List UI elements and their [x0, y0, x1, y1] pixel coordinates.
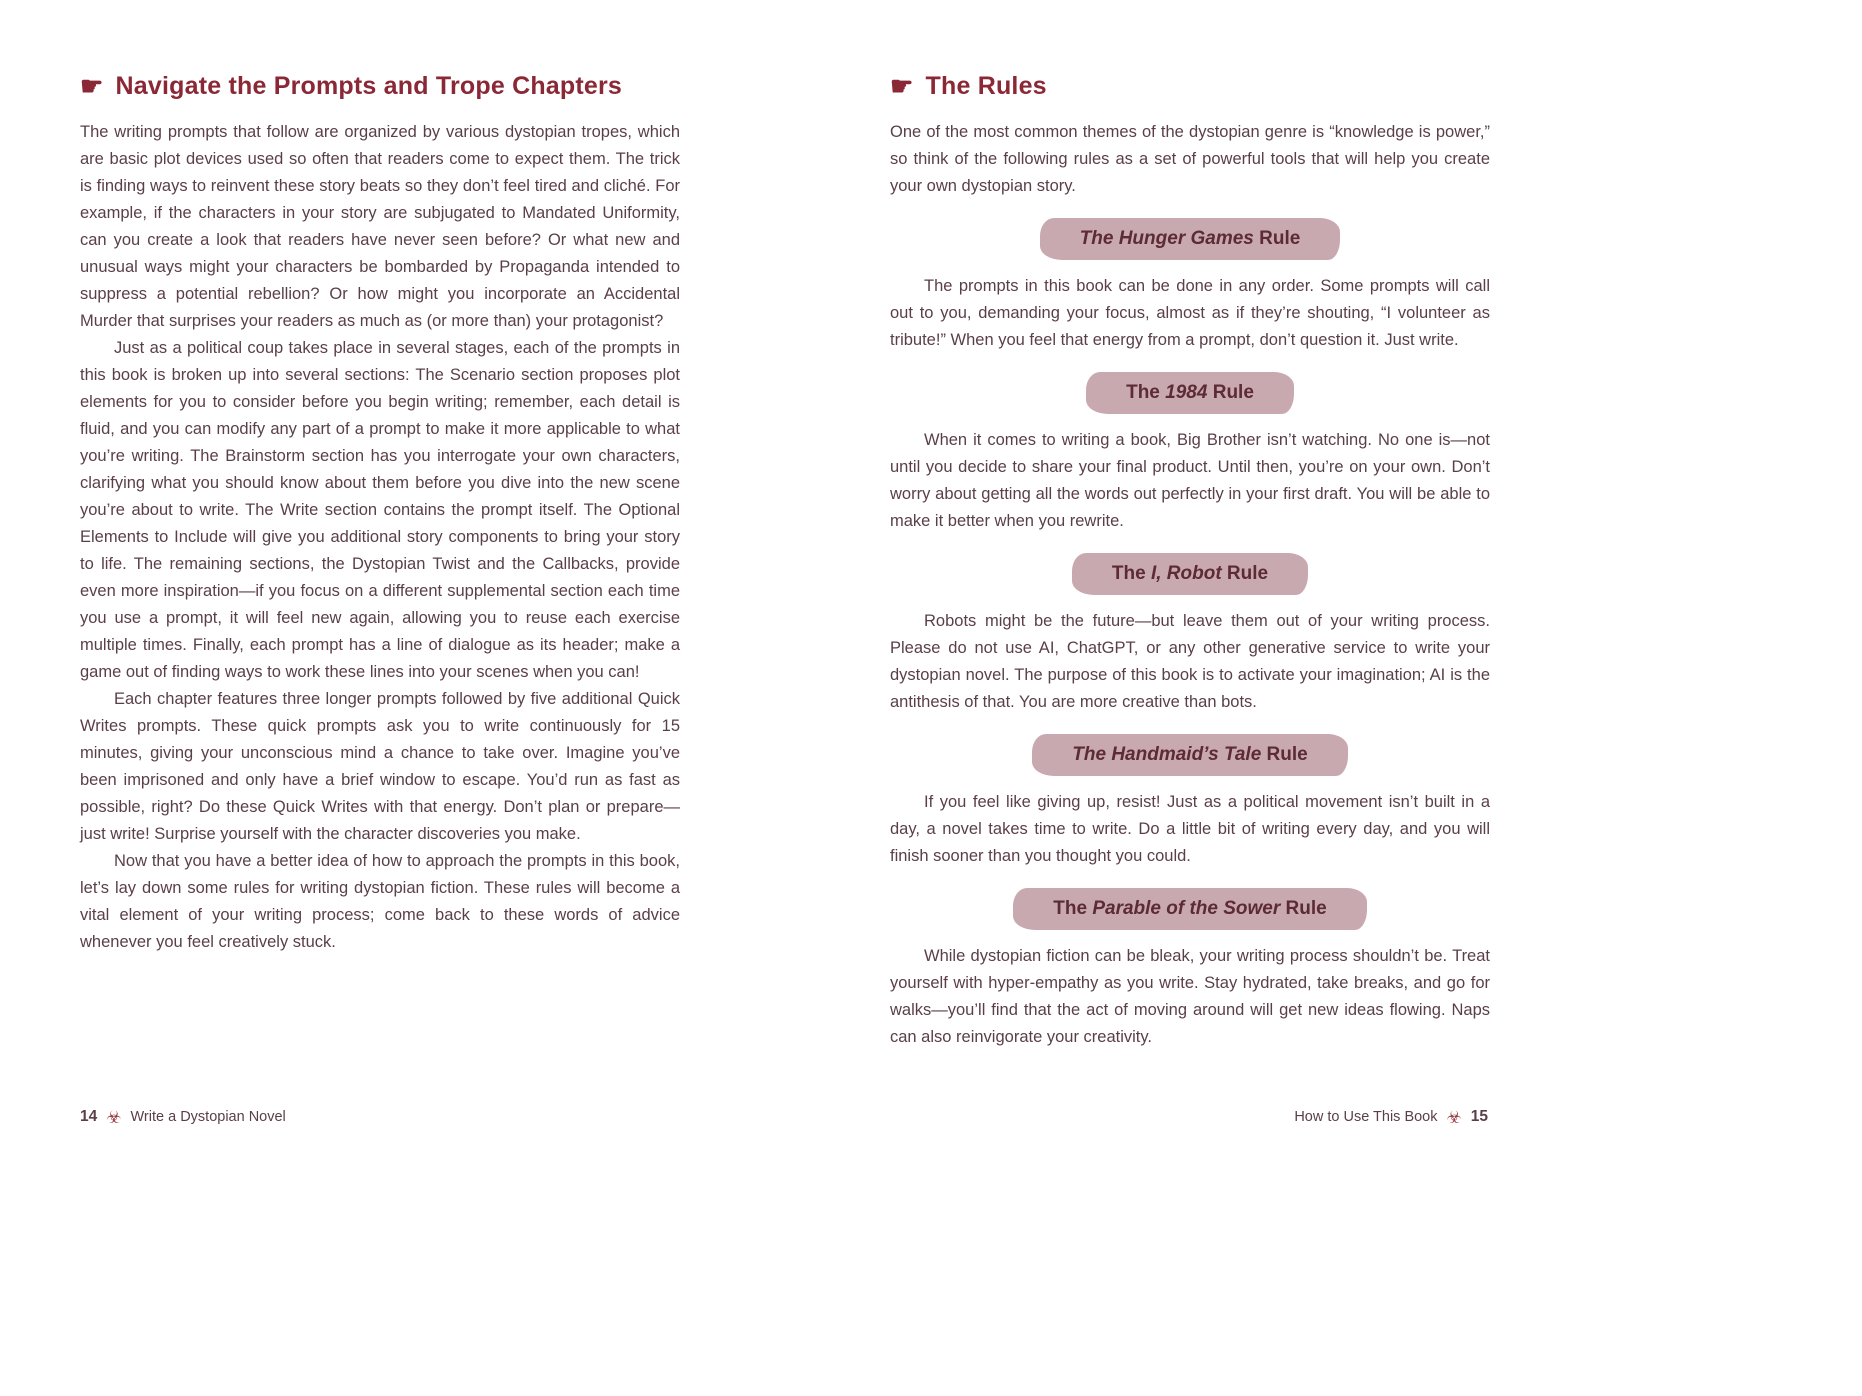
right-page — [890, 72, 1490, 1051]
rule-banner-i-robot — [1072, 553, 1308, 595]
rule-banner-handmaids-tale — [1032, 734, 1347, 776]
right-footer-text: How to Use This Book — [1294, 1109, 1438, 1125]
rule-title-prefix: The — [1111, 563, 1151, 584]
rule-title-suffix: Rule — [1253, 228, 1301, 249]
rule-title-prefix: The — [1126, 382, 1166, 403]
biohazard-icon: ☣ — [106, 1107, 122, 1127]
rules-intro: One of the most common themes of the dystopian genre is “knowledge is power,” so think of the following rules as a set of powerful tools that will help you create your own dystopian story. — [890, 123, 1490, 195]
left-page-number: 14 — [80, 1108, 98, 1125]
right-page-heading — [890, 72, 1490, 101]
rule-title-italic: 1984 — [1165, 382, 1208, 403]
right-page-footer — [1294, 1108, 1488, 1126]
left-page-footer — [80, 1108, 286, 1126]
rule-title-prefix: The — [1053, 898, 1093, 919]
paragraph: The writing prompts that follow are organized by various dystopian tropes, which are basic plot devices used so often that readers come to expect them. The trick is finding ways to reinvent these story beats so they don’t feel tired and cliché. For example, if the characters in your story are subjugated to Mandated Uniformity, can you create a look that readers have never seen before? Or what new and unusual ways might your characters be bombarded by Propaganda intended to suppress a potential rebellion? Or how might you incorporate an Accidental Murder that surprises your readers as much as (or more than) your protagonist? — [80, 123, 680, 330]
biohazard-icon: ☣ — [1446, 1107, 1462, 1127]
paragraph: Each chapter features three longer prompts followed by five additional Quick Writes prompts. These quick prompts ask you to write continuously for 15 minutes, giving your unconscious mind a chance to take over. Imagine you’ve been imprisoned and only have a brief window to escape. You’d run as fast as possible, right? Do these Quick Writes with that energy. Don’t plan or prepare—just write! Surprise yourself with the character discoveries you make. — [80, 690, 680, 843]
left-page — [80, 72, 680, 956]
pointing-hand-icon: ☛ — [80, 70, 104, 101]
left-page-heading — [80, 72, 680, 101]
rule-title-suffix: Rule — [1221, 563, 1269, 584]
rule-banner-row — [890, 553, 1490, 595]
left-footer-text: Write a Dystopian Novel — [130, 1109, 286, 1125]
rule-banner-row — [890, 888, 1490, 930]
rule-title-suffix: Rule — [1261, 744, 1308, 765]
paragraph: Now that you have a better idea of how to approach the prompts in this book, let’s lay down some rules for writing dystopian fiction. These rules will become a vital element of your writing process; come back to these words of advice whenever you feel creatively stuck. — [80, 852, 680, 951]
rule-body: Robots might be the future—but leave them out of your writing process. Please do not use AI, ChatGPT, or any other generative service to write your dystopian novel. The purpose of this book is to activate your imagination; AI is the antithesis of that. You are more creative than bots. — [890, 612, 1490, 711]
right-page-heading-text: The Rules — [925, 72, 1047, 100]
rule-body: The prompts in this book can be done in any order. Some prompts will call out to you, demanding your focus, almost as if they’re shouting, “I volunteer as tribute!” When you feel that energy from a prompt, don’t question it. Just write. — [890, 277, 1490, 349]
rule-body: While dystopian fiction can be bleak, your writing process shouldn’t be. Treat yourself with hyper-empathy as you write. Stay hydrated, take breaks, and go for walks—you’ll find that the act of moving around will get new ideas flowing. Naps can also reinvigorate your creativity. — [890, 947, 1490, 1046]
rule-body: If you feel like giving up, resist! Just as a political movement isn’t built in a day, a novel takes time to write. Do a little bit of writing every day, and you will finish sooner than you thought you could. — [890, 793, 1490, 865]
rule-title-suffix: Rule — [1280, 898, 1327, 919]
rule-banner-row — [890, 218, 1490, 260]
rule-title-italic: I, Robot — [1150, 563, 1222, 584]
rule-banner-parable-of-the-sower — [1013, 888, 1366, 930]
left-page-body — [80, 119, 680, 956]
rule-banner-row — [890, 372, 1490, 414]
left-page-heading-text: Navigate the Prompts and Trope Chapters — [115, 72, 623, 100]
right-page-number: 15 — [1470, 1108, 1488, 1125]
rule-title-italic: The Hunger Games — [1079, 228, 1254, 249]
paragraph: Just as a political coup takes place in several stages, each of the prompts in this book is broken up into several sections: The Scenario section proposes plot elements for you to consider before you begin writing; remember, each detail is fluid, and you can modify any part of a prompt to make it more applicable to what you’re writing. The Brainstorm section has you interrogate your own characters, clarifying what you should know about them before you dive into the new scene you’re about to write. The Write section contains the prompt itself. The Optional Elements to Include will give you additional story components to bring your story to life. The remaining sections, the Dystopian Twist and the Callbacks, provide even more inspiration—if you focus on a different supplemental section each time you use a prompt, it will feel new again, allowing you to reuse each exercise multiple times. Finally, each prompt has a line of dialogue as its header; make a game out of finding ways to work these lines into your scenes when you can! — [80, 339, 680, 681]
rule-title-italic: Parable of the Sower — [1092, 898, 1281, 919]
rule-title-suffix: Rule — [1207, 382, 1254, 403]
right-page-body — [890, 119, 1490, 1051]
rule-banner-row — [890, 734, 1490, 776]
rule-banner-hunger-games — [1040, 218, 1341, 260]
rule-title-italic: The Handmaid’s Tale — [1072, 744, 1262, 765]
rule-banner-1984 — [1086, 372, 1294, 414]
pointing-hand-icon: ☛ — [890, 70, 914, 101]
rule-body: When it comes to writing a book, Big Brother isn’t watching. No one is—not until you decide to share your final product. Until then, you’re on your own. Don’t worry about getting all the words out perfectly in your first draft. You will be able to make it better when you rewrite. — [890, 431, 1490, 530]
